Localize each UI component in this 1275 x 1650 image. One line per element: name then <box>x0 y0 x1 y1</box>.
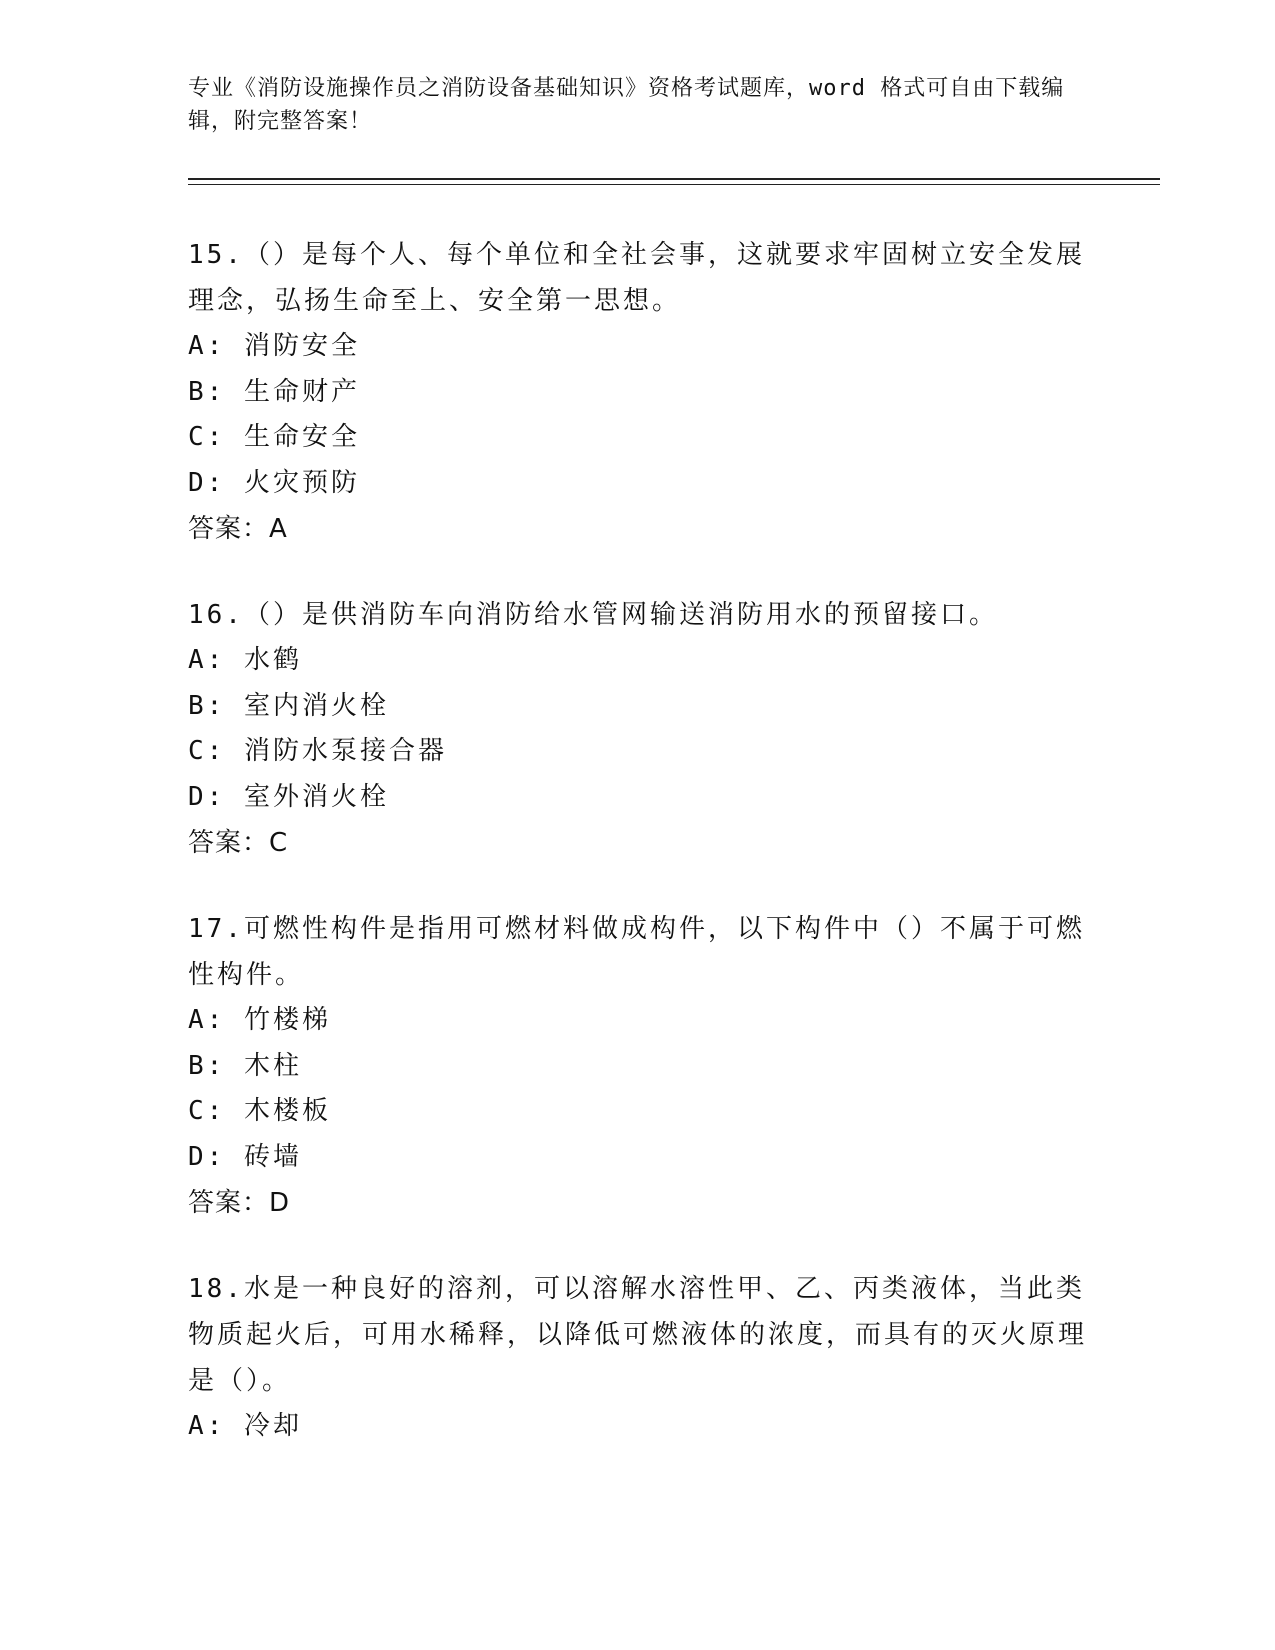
option-d: D: 砖墙 <box>188 1141 302 1172</box>
question-stem: 18.水是一种良好的溶剂，可以溶解水溶性甲、乙、丙类液体，当此类物质起火后，可用水稀释，以降低可燃液体的浓度，而具有的灭火原理是（）。 <box>188 1274 1088 1396</box>
question-list <box>188 232 1088 1490</box>
option-c: C: 生命安全 <box>188 422 360 452</box>
answer-line: 答案：A <box>188 514 288 544</box>
option-a: A: 竹楼梯 <box>188 1005 331 1035</box>
option-b: B: 木柱 <box>188 1050 302 1081</box>
question-18 <box>188 1266 1088 1450</box>
question-17 <box>188 906 1088 1226</box>
document-header: 专业《消防设施操作员之消防设备基础知识》资格考试题库，word 格式可自由下载编辑，附完整答案！ <box>188 76 1065 134</box>
question-stem: 16.（）是供消防车向消防给水管网输送消防用水的预留接口。 <box>188 600 998 630</box>
question-15 <box>188 232 1088 552</box>
option-a: A: 水鹤 <box>188 645 302 675</box>
question-stem: 17.可燃性构件是指用可燃材料做成构件，以下构件中（）不属于可燃性构件。 <box>188 914 1085 990</box>
option-c: C: 消防水泵接合器 <box>188 736 447 766</box>
answer-line: 答案：D <box>188 1188 291 1218</box>
option-c: C: 木楼板 <box>188 1096 331 1126</box>
option-b: B: 生命财产 <box>188 376 360 407</box>
question-stem: 15.（）是每个人、每个单位和全社会事，这就要求牢固树立安全发展理念，弘扬生命至上、安全第一思想。 <box>188 240 1085 316</box>
option-d: D: 室外消火栓 <box>188 781 389 812</box>
question-16 <box>188 592 1088 866</box>
answer-line: 答案：C <box>188 828 289 858</box>
header-divider <box>188 178 1160 185</box>
option-a: A: 消防安全 <box>188 331 360 361</box>
option-a: A: 冷却 <box>188 1411 302 1441</box>
option-d: D: 火灾预防 <box>188 467 360 498</box>
option-b: B: 室内消火栓 <box>188 690 389 721</box>
